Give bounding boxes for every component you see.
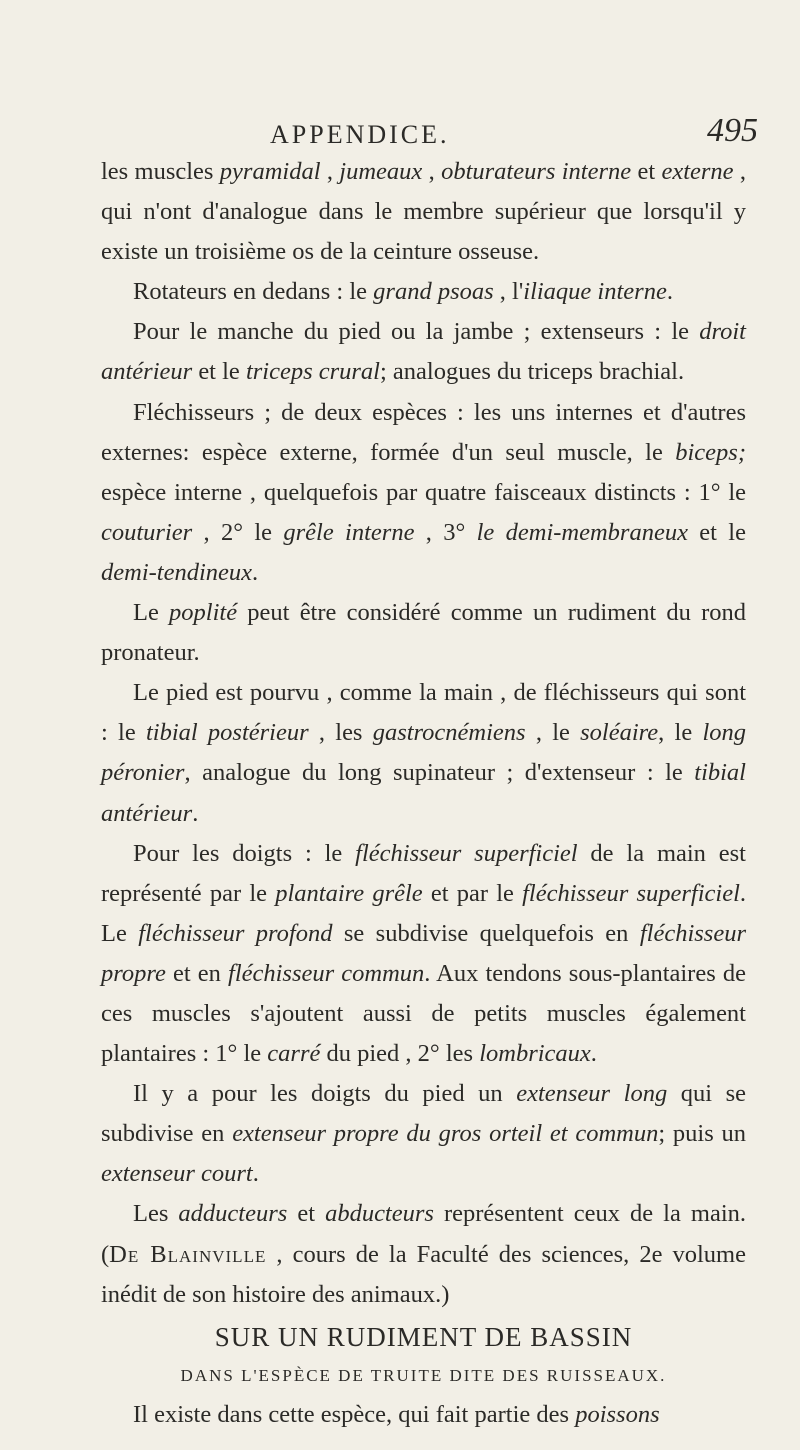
body-text <box>101 152 746 1435</box>
paragraph-3: Pour le manche du pied ou la jambe ; extenseurs : le droit antérieur et le triceps crural; analogues du triceps brachial. <box>101 318 746 386</box>
running-head-title: APPENDICE. <box>270 120 450 149</box>
section-heading: SUR UN RUDIMENT DE BASSIN <box>214 1321 633 1352</box>
paragraph-5: Le poplité peut être considéré comme un rudiment du rond pronateur. <box>101 599 746 667</box>
paragraph-4: Fléchisseurs ; de deux espèces : les uns internes et d'autres externes: espèce externe, formée d'un seul muscle, le biceps; espèce interne , quelquefois par quatre faisceaux distincts : 1° le couturier , 2° le grêle interne , 3° le demi-membraneux et le demi-tendineux. <box>101 398 746 586</box>
paragraph-8: Il y a pour les doigts du pied un extenseur long qui se subdivise en extenseur propre du gros orteil et commun; puis un extenseur court. <box>101 1080 747 1188</box>
paragraph-7: Pour les doigts : le fléchisseur superficiel de la main est représenté par le plantaire grêle et par le fléchisseur superficiel. Le fléchisseur profond se subdivise quelquefois en fléchisseur propre et en fléchisseur commun. Aux tendons sous-plantaires de ces muscles s'ajoutent aussi de petits muscles également plantaires : 1° le carré du pied , 2° les lombricaux. <box>101 839 747 1068</box>
paragraph-9: Les adducteurs et abducteurs représentent ceux de la main. (De Blainville , cours de la Faculté des sciences, 2e volume inédit de son histoire des animaux.) <box>101 1200 747 1308</box>
page-number: 495 <box>707 112 758 149</box>
section-subheading: DANS L'ESPÈCE DE TRUITE DITE DES RUISSEAUX. <box>180 1365 667 1385</box>
paragraph-last: Il existe dans cette espèce, qui fait partie des poissons <box>133 1400 660 1428</box>
paragraph-6: Le pied est pourvu , comme la main , de fléchisseurs qui sont : le tibial postérieur , les gastrocnémiens , le soléaire, le long péronier, analogue du long supinateur ; d'extenseur : le tibial antérieur. <box>101 679 746 827</box>
paragraph-1: les muscles pyramidal , jumeaux , obturateurs interne et externe , qui n'ont d'analogue dans le membre supérieur que lorsqu'il y existe un troisième os de la ceinture osseuse. <box>101 158 747 266</box>
paragraph-2: Rotateurs en dedans : le grand psoas , l'iliaque interne. <box>133 278 673 306</box>
